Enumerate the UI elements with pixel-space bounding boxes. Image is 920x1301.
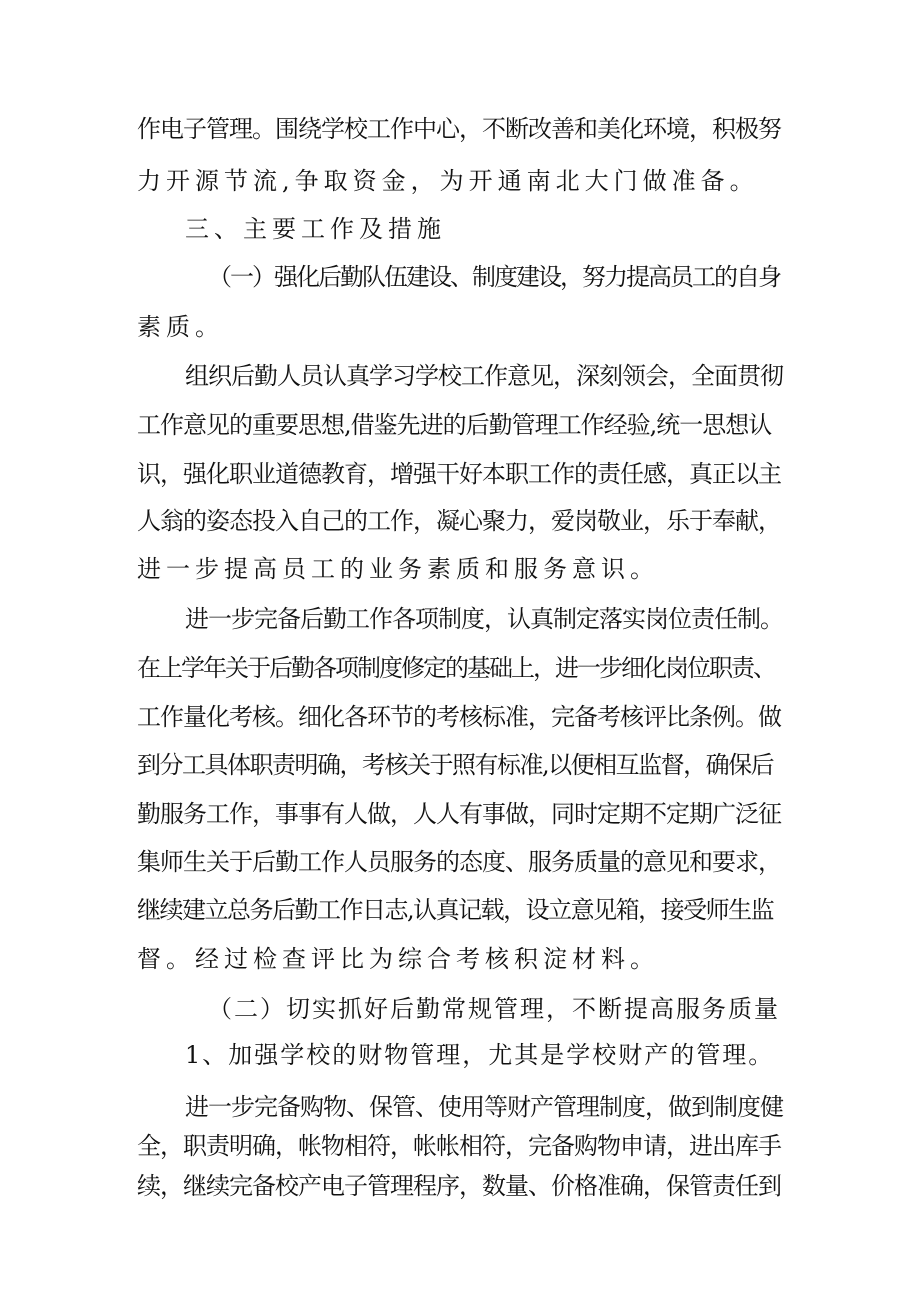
paragraph-line: 进一步提高员工的业务素质和服务意识。 <box>137 555 659 583</box>
paragraph-line: 全，职责明确，帐物相符，帐帐相符，完备购物申请，进出库手 <box>137 1132 781 1160</box>
paragraph-line: 识，强化职业道德教育，增强干好本职工作的责任感，真正以主 <box>137 460 781 488</box>
paragraph-line: 督。经过检查评比为综合考核积淀材料。 <box>137 945 659 973</box>
subsection-heading: （二）切实抓好后勤常规管理，不断提高服务质量 <box>208 995 780 1023</box>
paragraph-line: 作电子管理。围绕学校工作中心，不断改善和美化环境，积极努 <box>137 115 781 143</box>
paragraph-line: 力开源节流,争取资金，为开通南北大门做准备。 <box>137 167 759 195</box>
paragraph-line: 进一步完备后勤工作各项制度，认真制定落实岗位责任制。 <box>185 605 783 633</box>
paragraph-line: 在上学年关于后勤各项制度修定的基础上，进一步细化岗位职责、 <box>137 654 775 682</box>
section-heading: 三、主要工作及措施 <box>185 215 446 243</box>
subsection-heading-continuation: 素质。 <box>137 313 224 341</box>
subsection-heading: （一）强化后勤队伍建设、制度建设，努力提高员工的自身 <box>208 263 780 291</box>
paragraph-line: 工作量化考核。细化各环节的考核标准，完备考核评比条例。做 <box>137 703 781 731</box>
item-heading: 1、加强学校的财物管理，尤其是学校财产的管理。 <box>185 1041 775 1069</box>
paragraph-line: 勤服务工作，事事有人做，人人有事做，同时定期不定期广泛征 <box>137 800 781 828</box>
paragraph-line: 人翁的姿态投入自己的工作，凝心聚力，爱岗敬业，乐于奉献， <box>137 507 781 535</box>
paragraph-line: 进一步完备购物、保管、使用等财产管理制度，做到制度健 <box>185 1093 783 1121</box>
paragraph-line: 续，继续完备校产电子管理程序，数量、价格准确，保管责任到 <box>137 1172 781 1200</box>
paragraph-line: 工作意见的重要思想,借鉴先进的后勤管理工作经验,统一思想认 <box>137 411 772 439</box>
paragraph-line: 到分工具体职责明确，考核关于照有标准,以便相互监督，确保后 <box>137 751 774 779</box>
paragraph-line: 组织后勤人员认真学习学校工作意见，深刻领会，全面贯彻 <box>185 362 783 390</box>
paragraph-line: 继续建立总务后勤工作日志,认真记载，设立意见箱，接受师生监 <box>137 896 774 924</box>
paragraph-line: 集师生关于后勤工作人员服务的态度、服务质量的意见和要求， <box>137 848 781 876</box>
